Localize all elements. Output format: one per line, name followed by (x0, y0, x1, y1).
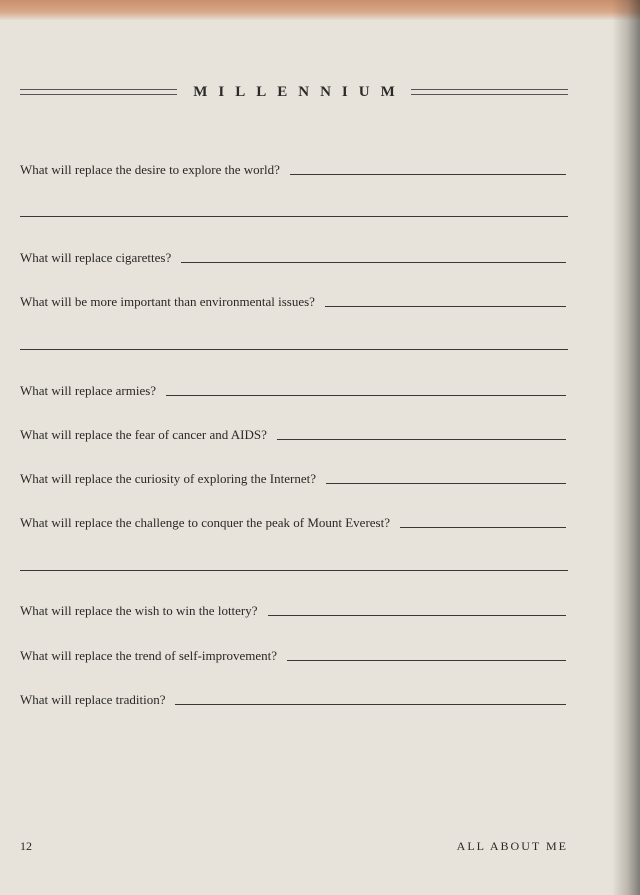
question-text: What will replace cigarettes? (20, 250, 172, 265)
question-text: What will replace tradition? (20, 692, 166, 707)
question-text: What will replace the wish to win the lottery? (20, 603, 258, 618)
question-row (20, 646, 566, 664)
question-text: What will replace the curiosity of exploring the Internet? (20, 471, 316, 486)
answer-line-continuation[interactable] (20, 570, 568, 571)
answer-line[interactable] (181, 262, 566, 263)
question-row (20, 601, 566, 619)
answer-line-continuation[interactable] (20, 349, 568, 350)
section-header (20, 80, 568, 104)
question-row (20, 248, 566, 266)
header-rule-right (411, 89, 568, 95)
answer-line[interactable] (326, 483, 566, 484)
question-row (20, 513, 566, 531)
question-text: What will replace the trend of self-improvement? (20, 648, 278, 663)
answer-line[interactable] (287, 660, 566, 661)
answer-line-continuation[interactable] (20, 216, 568, 217)
question-text: What will replace the fear of cancer and AIDS? (20, 427, 267, 442)
question-row (20, 160, 566, 178)
answer-line[interactable] (166, 395, 566, 396)
question-text: What will be more important than environmental issues? (20, 294, 315, 309)
answer-line[interactable] (400, 527, 566, 528)
answer-line[interactable] (290, 174, 566, 175)
question-text: What will replace armies? (20, 383, 157, 398)
answer-line[interactable] (325, 306, 566, 307)
page-title: MILLENNIUM (193, 83, 406, 100)
question-text: What will replace the desire to explore the world? (20, 162, 280, 177)
question-row (20, 292, 566, 310)
answer-line[interactable] (268, 615, 566, 616)
answer-line[interactable] (175, 704, 566, 705)
question-row (20, 381, 566, 399)
page-top-edge (0, 0, 640, 20)
page-number: 12 (20, 839, 32, 853)
page-binding-shadow (612, 0, 640, 895)
question-row (20, 469, 566, 487)
answer-line[interactable] (277, 439, 566, 440)
question-row (20, 690, 566, 708)
question-row (20, 425, 566, 443)
book-title: ALL ABOUT ME (456, 839, 568, 853)
question-text: What will replace the challenge to conquer the peak of Mount Everest? (20, 515, 390, 530)
header-rule-left (20, 89, 177, 95)
